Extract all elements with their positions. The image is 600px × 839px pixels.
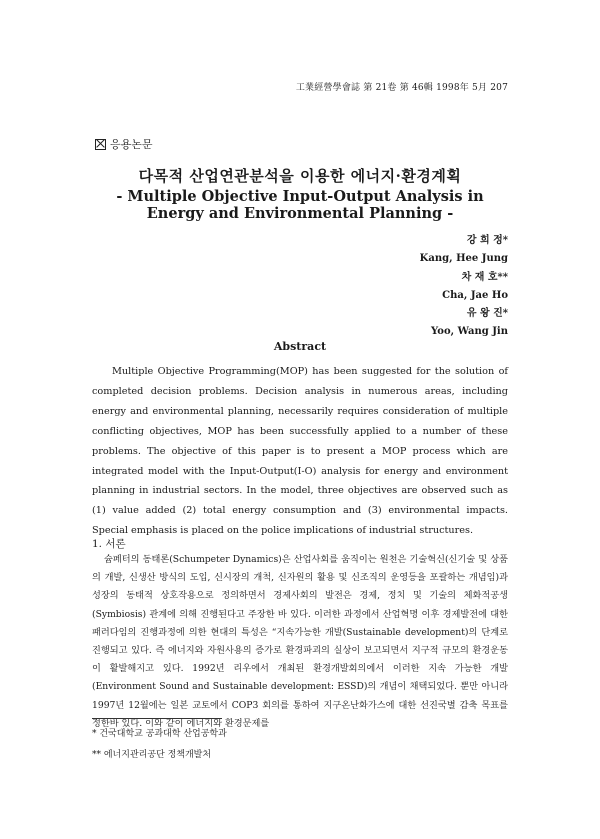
footnote-affiliation-1: * 건국대학교 공과대학 산업공학과 bbox=[92, 729, 227, 739]
section-heading-introduction: 1. 서론 bbox=[92, 538, 126, 550]
abstract-body: Multiple Objective Programming(MOP) has been suggested for the solution of completed decision problems. Decision analysis in numerous areas, including energy and environmental planning, necessarily requires consideration of multiple conflicting objectives, MOP has been successfully applied to a number of these problems. The objective of this paper is to present a MOP process which are integrated model with the Input-Output(I-O) analysis for energy and environment planning in industrial sectors. In the model, three objectives are observed such as (1) value added (2) total energy consumption and (3) environmental impacts. Special emphasis is placed on the police implications of industrial structures. bbox=[92, 366, 508, 537]
paper-title-english-line1: - Multiple Objective Input-Output Analysis in bbox=[116, 188, 484, 205]
running-head: 工業經營學會誌 第 21卷 第 46輯 1998年 5月 207 bbox=[295, 83, 508, 93]
paper-title-korean: 다목적 산업연관분석을 이용한 에너지·환경계획 bbox=[138, 167, 462, 185]
author-3-korean: 유 왕 진* bbox=[466, 308, 508, 320]
author-2-english: Cha, Jae Ho bbox=[442, 289, 508, 301]
footnote-affiliation-2: ** 에너지관리공단 정책개발처 bbox=[92, 750, 212, 760]
author-3-english: Yoo, Wang Jin bbox=[431, 326, 508, 338]
author-list bbox=[420, 232, 508, 342]
crossed-box-icon bbox=[95, 139, 106, 150]
author-2-korean: 차 재 호** bbox=[461, 271, 508, 283]
abstract-heading: Abstract bbox=[273, 340, 327, 353]
section-tag-label: 응용논문 bbox=[110, 138, 153, 151]
footnote-divider bbox=[92, 718, 222, 719]
author-1-korean: 강 희 정* bbox=[466, 235, 508, 246]
author-1-english: Kang, Hee Jung bbox=[419, 253, 508, 265]
introduction-body: 슘페터의 동태론(Schumpeter Dynamics)은 산업사회를 움직이는 원천은 기술혁신(신기술 및 상품의 개발, 신생산 방식의 도입, 신시장의 개척, 신자원의 활용 및 신조직의 운영등을 포괄하는 개념임)과 성장의 동태적 상호작용으로 정의하면서 경제사회의 발전은 경제, 정치 및 기술의 체화적공생(Symbiosis) 관계에 의해 진행된다고 주장한 바 있다. 이러한 과정에서 산업혁명 이후 경제발전에 대한 패러다임의 진행과정에 의한 현대의 특성은 “지속가능한 개발(Sustainable development)의 단계로 진행되고 있다. 즉 에너지와 자원사용의 증가로 환경파괴의 실상이 보고되면서 지구적 규모의 환경운동이 활발해지고 있다. 1992년 리우에서 개최된 환경개발회의에서 이러한 지속 가능한 개발(Environment Sound and Sustainable development: ESSD)의 개념이 채택되었다. 뿐만 아니라 1997년 12월에는 일본 교토에서 COP3 회의를 통하여 지구온난화가스에 대한 선진국별 감축 목표를 정한바 있다. 이와 같이 에너지와 환경문제를 bbox=[92, 554, 508, 729]
paper-title-english-line2: Energy and Environmental Planning - bbox=[146, 205, 454, 222]
section-tag bbox=[95, 136, 153, 152]
